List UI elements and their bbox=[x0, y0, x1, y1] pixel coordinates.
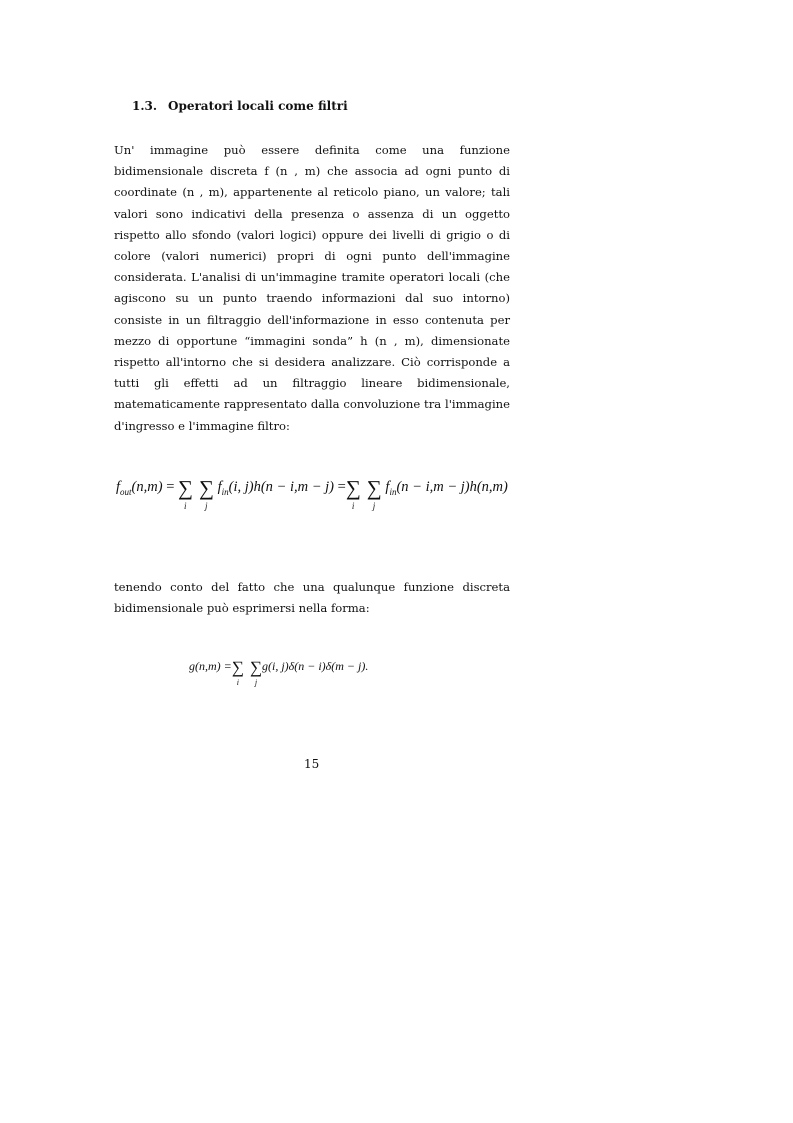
sum-i-symbol bbox=[178, 476, 193, 511]
term-1: (i, j)h(n − i,m − j) bbox=[228, 479, 334, 495]
page-number: 15 bbox=[304, 757, 320, 771]
paragraph-line: agiscono su un punto traendo informazioni dal suo intorno) bbox=[114, 291, 510, 306]
equals-sign: = bbox=[337, 479, 346, 495]
sigma-glyph: ∑ bbox=[345, 476, 361, 500]
paragraph-line: colore (valori numerici) propri di ogni punto dell'immagine bbox=[114, 249, 510, 264]
sum-index-i: i bbox=[351, 501, 355, 511]
sigma-glyph: ∑ bbox=[366, 476, 382, 500]
sum-index-j: j bbox=[254, 678, 258, 687]
sum-index-j: j bbox=[204, 501, 208, 511]
section-number: 1.3. bbox=[132, 99, 158, 113]
paragraph-line: valori sono indicativi della presenza o assenza di un oggetto bbox=[114, 206, 510, 221]
paragraph-line: d'ingresso e l'immagine filtro: bbox=[114, 418, 290, 433]
in-subscript: in bbox=[221, 487, 229, 497]
paragraph-line: tenendo conto del fatto che una qualunque funzione discreta bbox=[114, 580, 510, 594]
paragraph-line: tutti gli effetti ad un filtraggio lineare bidimensionale, bbox=[114, 376, 510, 391]
paragraph-line: rispetto all'intorno che si desidera analizzare. Ciò corrisponde a bbox=[114, 355, 510, 370]
sum-j-symbol bbox=[249, 658, 263, 687]
convolution-formula bbox=[116, 476, 508, 516]
paragraph-line: rispetto allo sfondo (valori logici) oppure dei livelli di grigio o di bbox=[114, 227, 510, 242]
sum-index-i: i bbox=[236, 678, 239, 687]
f-symbol: f bbox=[385, 479, 390, 495]
paragraph-line: bidimensionale può esprimersi nella forma: bbox=[114, 601, 370, 616]
formula2-rhs: g(i, j)δ(n − i)δ(m − j). bbox=[262, 659, 369, 673]
equals-sign: = bbox=[166, 479, 175, 495]
paragraph-line: coordinate (n , m), appartenente al reticolo piano, un valore; tali bbox=[114, 185, 510, 200]
sigma-glyph: ∑ bbox=[249, 658, 263, 677]
term-2: (n − i,m − j)h(n,m) bbox=[396, 479, 508, 495]
sigma-glyph: ∑ bbox=[231, 658, 244, 677]
paragraph-line: consiste in un filtraggio dell'informazione in esso contenuta per bbox=[114, 312, 510, 327]
sigma-glyph: ∑ bbox=[178, 476, 193, 500]
sum-i-symbol bbox=[231, 658, 244, 687]
intro-paragraph bbox=[114, 140, 510, 437]
f-symbol: f bbox=[116, 479, 121, 495]
paragraph-line: Un' immagine può essere definita come una funzione bbox=[114, 143, 510, 157]
paragraph-line: considerata. L'analisi di un'immagine tramite operatori locali (che bbox=[114, 270, 510, 285]
formula2-lhs: g(n,m) = bbox=[189, 659, 232, 673]
in-subscript: in bbox=[389, 487, 397, 497]
sigma-glyph: ∑ bbox=[198, 476, 214, 500]
section-title: Operatori locali come filtri bbox=[168, 99, 348, 113]
paragraph-line: matematicamente rappresentato dalla convoluzione tra l'immagine bbox=[114, 397, 510, 412]
section-heading bbox=[132, 99, 348, 113]
f-symbol: f bbox=[217, 479, 222, 495]
paragraph-line: bidimensionale discreta f (n , m) che associa ad ogni punto di bbox=[114, 164, 510, 179]
sum-index-i: i bbox=[184, 501, 187, 511]
paragraph-line: mezzo di opportune “immagini sonda” h (n , m), dimensionate bbox=[114, 333, 510, 348]
sum-index-j: j bbox=[372, 501, 376, 511]
lhs-args: (n,m) bbox=[131, 479, 163, 495]
sum-i-symbol bbox=[345, 476, 361, 511]
out-subscript: out bbox=[120, 487, 132, 497]
sum-j-symbol bbox=[366, 476, 382, 511]
second-paragraph bbox=[114, 577, 510, 619]
delta-decomposition-formula bbox=[189, 658, 368, 690]
sum-j-symbol bbox=[198, 476, 214, 511]
